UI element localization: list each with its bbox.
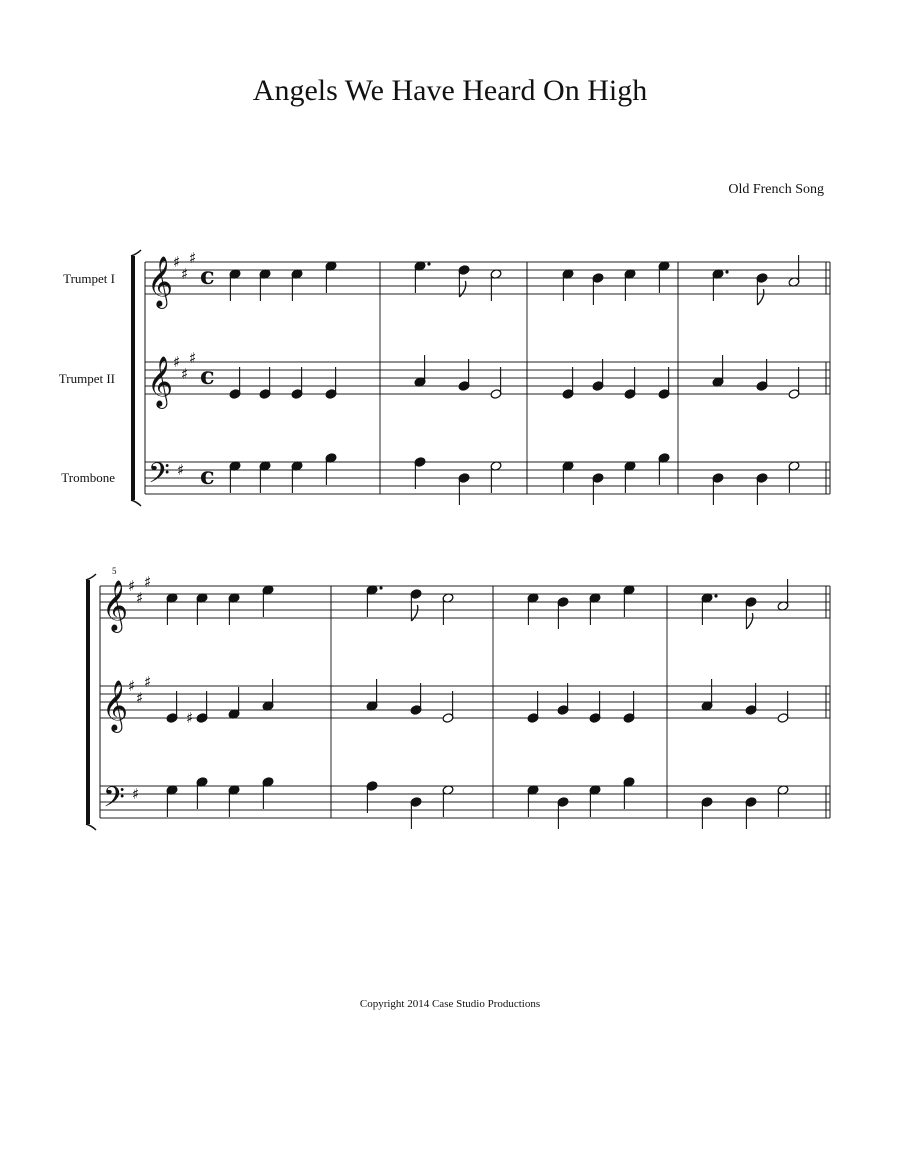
measure-number: 5 bbox=[112, 566, 117, 576]
score-title: Angels We Have Heard On High bbox=[252, 74, 648, 107]
composer-credit: Old French Song bbox=[728, 182, 824, 197]
note-flag bbox=[459, 281, 465, 297]
treble-clef: 𝄞 bbox=[102, 580, 129, 631]
time-signature: c bbox=[200, 461, 215, 490]
sharp-sign: ♯ bbox=[128, 577, 136, 595]
sharp-sign: ♯ bbox=[128, 677, 136, 695]
note-flag bbox=[411, 605, 417, 621]
sharp-sign: ♯ bbox=[136, 589, 144, 607]
system-bracket bbox=[86, 580, 90, 824]
sharp-sign: ♯ bbox=[186, 709, 194, 727]
augmentation-dot bbox=[714, 594, 717, 597]
sharp-sign: ♯ bbox=[144, 673, 152, 691]
augmentation-dot bbox=[427, 262, 430, 265]
bass-clef: 𝄢 bbox=[148, 457, 170, 497]
system-bracket bbox=[131, 256, 135, 500]
sharp-sign: ♯ bbox=[189, 349, 197, 367]
sharp-sign: ♯ bbox=[177, 461, 185, 479]
augmentation-dot bbox=[725, 270, 728, 273]
note-flag bbox=[746, 613, 752, 629]
part-label-trumpet-2: Trumpet II bbox=[58, 371, 115, 386]
note-flag bbox=[757, 289, 763, 305]
bracket-hook bbox=[131, 250, 141, 256]
time-signature: c bbox=[200, 261, 215, 290]
sharp-sign: ♯ bbox=[136, 689, 144, 707]
sharp-sign: ♯ bbox=[189, 249, 197, 267]
copyright-notice: Copyright 2014 Case Studio Productions bbox=[359, 998, 541, 1010]
bass-clef: 𝄢 bbox=[103, 781, 125, 821]
sharp-sign: ♯ bbox=[173, 253, 181, 271]
bracket-hook bbox=[86, 824, 96, 830]
sharp-sign: ♯ bbox=[181, 265, 189, 283]
treble-clef: 𝄞 bbox=[147, 256, 174, 307]
time-signature: c bbox=[200, 361, 215, 390]
sharp-sign: ♯ bbox=[181, 365, 189, 383]
sharp-sign: ♯ bbox=[132, 785, 140, 803]
augmentation-dot bbox=[379, 586, 382, 589]
part-label-trombone: Trombone bbox=[61, 470, 115, 485]
bracket-hook bbox=[131, 500, 141, 506]
part-label-trumpet-1: Trumpet I bbox=[63, 271, 115, 286]
treble-clef: 𝄞 bbox=[102, 680, 129, 731]
sharp-sign: ♯ bbox=[173, 353, 181, 371]
treble-clef: 𝄞 bbox=[147, 356, 174, 407]
sharp-sign: ♯ bbox=[144, 573, 152, 591]
bracket-hook bbox=[86, 574, 96, 580]
